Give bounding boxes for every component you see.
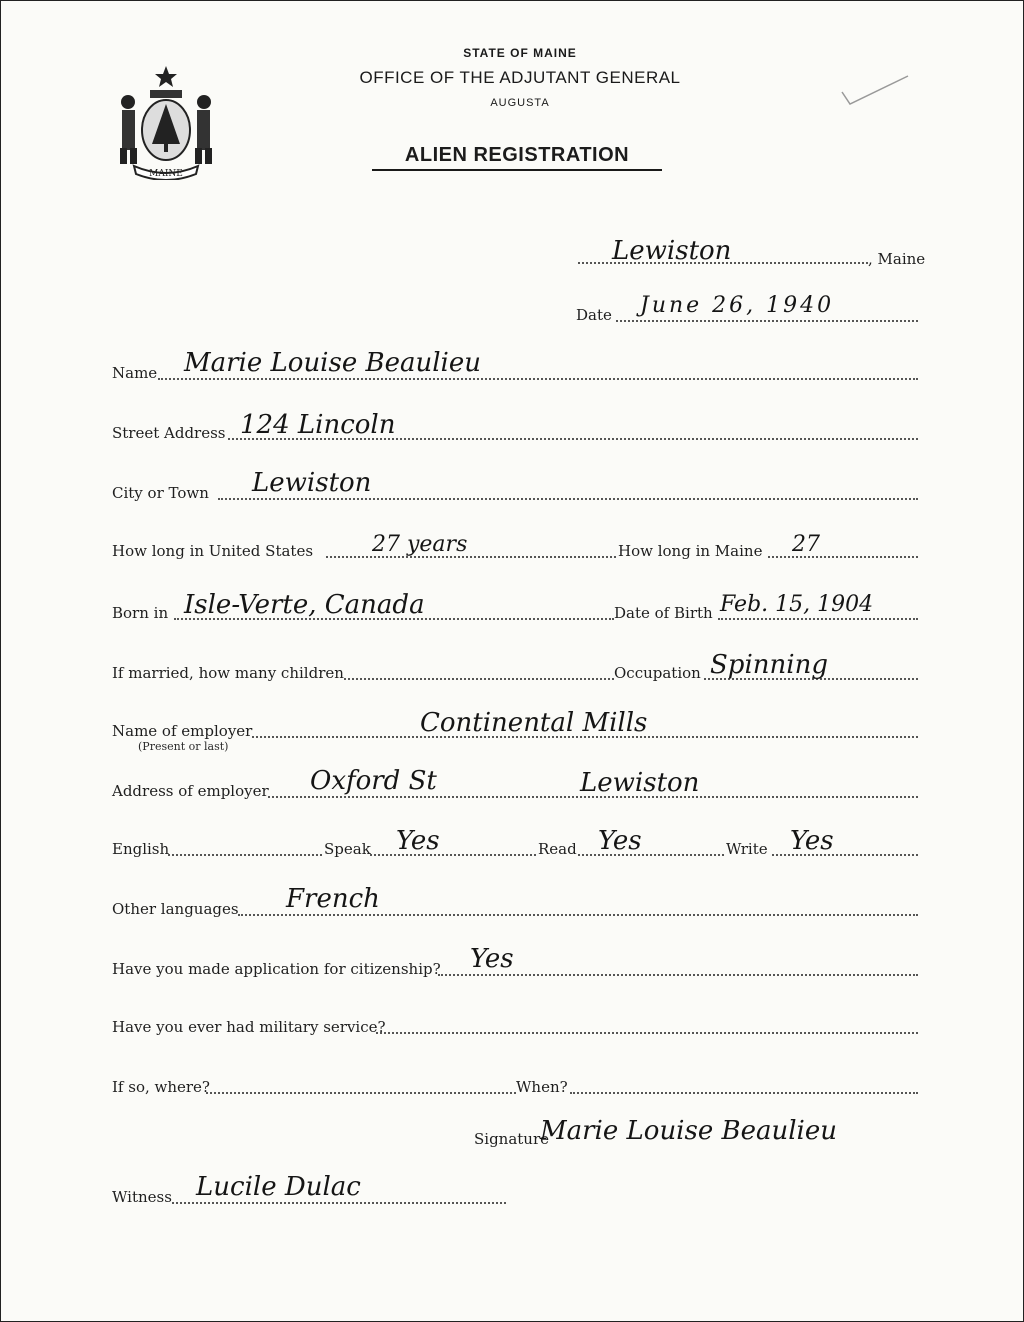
maine-duration-line [768, 556, 918, 558]
date-line [616, 320, 918, 322]
date-value: June 26, 1940 [640, 293, 835, 318]
children-line [344, 678, 614, 680]
state-heading: STATE OF MAINE [463, 46, 577, 60]
where-label: If so, where? [112, 1078, 210, 1096]
read-value: Yes [598, 826, 642, 856]
citizenship-value: Yes [470, 944, 514, 974]
office-heading: OFFICE OF THE ADJUTANT GENERAL [359, 68, 681, 87]
name-line [158, 378, 918, 380]
maine-state-seal-icon [110, 62, 222, 180]
occupation-label: Occupation [614, 664, 701, 682]
employer-sublabel: (Present or last) [138, 740, 229, 753]
name-label: Name [112, 364, 158, 382]
city-line [218, 498, 918, 500]
english-line [168, 854, 322, 856]
employer-address-label: Address of employer [112, 782, 269, 800]
street-value: 124 Lincoln [240, 410, 396, 440]
write-label: Write [726, 840, 768, 858]
witness-value: Lucile Dulac [196, 1172, 361, 1202]
military-line [376, 1032, 918, 1034]
us-duration-line [326, 556, 616, 558]
svg-text:MAINE: MAINE [149, 169, 183, 179]
children-label: If married, how many children [112, 664, 344, 682]
check-mark-icon [838, 70, 918, 110]
other-languages-line [238, 914, 918, 916]
citizenship-line [438, 974, 918, 976]
place-value: Lewiston [612, 236, 732, 266]
when-label: When? [516, 1078, 568, 1096]
employer-label: Name of employer [112, 722, 253, 740]
born-in-label: Born in [112, 604, 169, 622]
witness-line [172, 1202, 506, 1204]
employer-city-value: Lewiston [580, 768, 700, 798]
birth-date-value: Feb. 15, 1904 [720, 592, 874, 617]
speak-label: Speak [324, 840, 371, 858]
born-in-value: Isle-Verte, Canada [184, 590, 425, 620]
name-value: Marie Louise Beaulieu [184, 348, 481, 378]
english-label: English [112, 840, 170, 858]
street-label: Street Address [112, 424, 226, 442]
other-languages-value: French [286, 884, 380, 914]
speak-value: Yes [396, 826, 440, 856]
maine-duration-label: How long in Maine [618, 542, 763, 560]
occupation-value: Spinning [710, 650, 828, 680]
city-label: City or Town [112, 484, 209, 502]
write-value: Yes [790, 826, 834, 856]
employer-value: Continental Mills [420, 708, 648, 738]
military-label: Have you ever had military service? [112, 1018, 386, 1036]
birth-date-line [718, 618, 918, 620]
signature-value: Marie Louise Beaulieu [540, 1116, 837, 1146]
witness-label: Witness [112, 1188, 172, 1206]
when-line [570, 1092, 918, 1094]
speak-line [370, 854, 536, 856]
date-label: Date [576, 306, 612, 324]
where-line [206, 1092, 516, 1094]
city-value: Lewiston [252, 468, 372, 498]
maine-suffix: , Maine [868, 250, 926, 268]
signature-label: Signature [474, 1130, 550, 1148]
other-languages-label: Other languages [112, 900, 239, 918]
us-duration-value: 27 years [372, 532, 468, 557]
maine-duration-value: 27 [792, 532, 820, 557]
citizenship-label: Have you made application for citizenship? [112, 960, 441, 978]
read-label: Read [538, 840, 577, 858]
us-duration-label: How long in United States [112, 542, 314, 560]
city-heading: AUGUSTA [490, 97, 550, 109]
birth-date-label: Date of Birth [614, 604, 713, 622]
employer-street-value: Oxford St [310, 766, 437, 796]
form-title: ALIEN REGISTRATION [372, 144, 662, 171]
